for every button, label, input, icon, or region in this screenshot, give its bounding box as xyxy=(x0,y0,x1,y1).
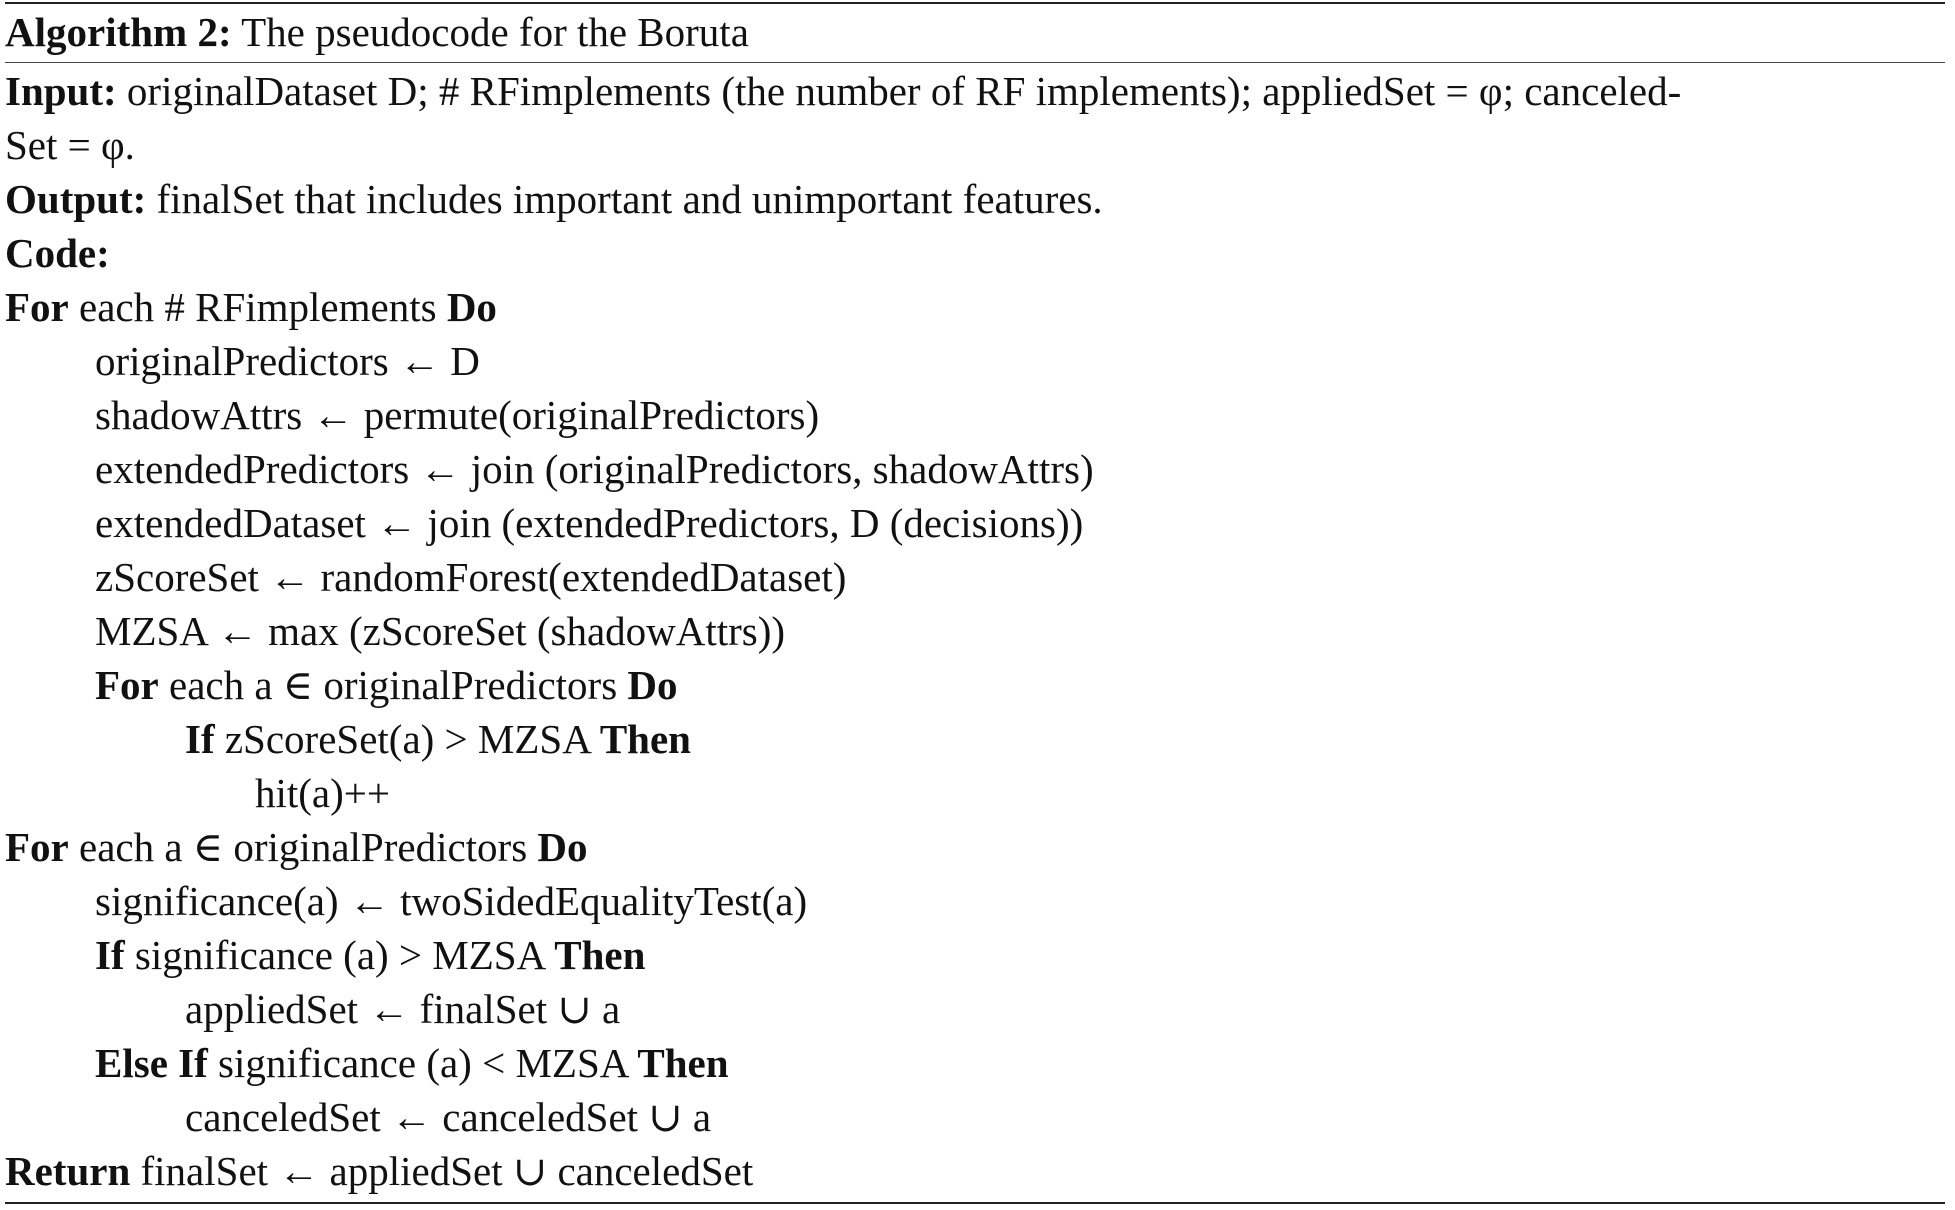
significance-line xyxy=(5,874,1945,928)
input-line-continued xyxy=(5,118,1945,172)
statement-line xyxy=(5,334,1945,388)
keyword-if: If xyxy=(185,716,215,762)
inner-if-text: zScoreSet(a) > MZSA xyxy=(224,716,590,762)
else-if-condition-text: significance (a) < MZSA xyxy=(218,1040,628,1086)
keyword-then: Then xyxy=(599,716,691,762)
caption-label: Algorithm 2: xyxy=(5,9,232,55)
algorithm-body xyxy=(5,64,1945,1198)
applied-text: appliedSet ← finalSet ∪ a xyxy=(185,986,621,1032)
input-label: Input: xyxy=(5,68,117,114)
applied-line xyxy=(5,982,1945,1036)
return-line xyxy=(5,1144,1945,1198)
second-for-text: each a ∈ originalPredictors xyxy=(79,824,528,870)
else-if-line xyxy=(5,1036,1945,1090)
code-label: Code: xyxy=(5,230,110,276)
statement-text: extendedDataset ← join (extendedPredictors, D (decisions)) xyxy=(95,500,1084,546)
statement-line xyxy=(5,550,1945,604)
statement-text: MZSA ← max (zScoreSet (shadowAttrs)) xyxy=(95,608,786,654)
statement-line xyxy=(5,388,1945,442)
statement-text: shadowAttrs ← permute(originalPredictors) xyxy=(95,392,820,438)
keyword-do: Do xyxy=(537,824,588,870)
keyword-do: Do xyxy=(627,662,678,708)
keyword-for: For xyxy=(95,662,159,708)
bottom-rule xyxy=(5,1202,1945,1204)
outer-for-line xyxy=(5,280,1945,334)
hit-line xyxy=(5,766,1945,820)
keyword-then: Then xyxy=(554,932,646,978)
keyword-return: Return xyxy=(5,1148,131,1194)
if-condition-text: significance (a) > MZSA xyxy=(134,932,544,978)
canceled-line xyxy=(5,1090,1945,1144)
algorithm-caption xyxy=(5,6,749,58)
statement-text: originalPredictors ← D xyxy=(95,338,480,384)
keyword-for: For xyxy=(5,824,69,870)
if-line xyxy=(5,928,1945,982)
input-text-1: originalDataset D; # RFimplements (the number of RF implements); appliedSet = φ; canceled- xyxy=(126,68,1682,114)
caption-title: The pseudocode for the Boruta xyxy=(241,9,749,55)
significance-text: significance(a) ← twoSidedEqualityTest(a) xyxy=(95,878,808,924)
statement-line xyxy=(5,496,1945,550)
top-rule xyxy=(5,2,1945,4)
input-line xyxy=(5,64,1945,118)
statement-text: extendedPredictors ← join (originalPredictors, shadowAttrs) xyxy=(95,446,1094,492)
input-text-2: Set = φ. xyxy=(5,122,135,168)
inner-if-line xyxy=(5,712,1945,766)
output-line xyxy=(5,172,1945,226)
keyword-if: If xyxy=(95,932,125,978)
statement-line xyxy=(5,442,1945,496)
code-label-line xyxy=(5,226,1945,280)
statement-text: zScoreSet ← randomForest(extendedDataset) xyxy=(95,554,847,600)
output-label: Output: xyxy=(5,176,147,222)
return-text: finalSet ← appliedSet ∪ canceledSet xyxy=(140,1148,754,1194)
statement-line xyxy=(5,604,1945,658)
keyword-else-if: Else If xyxy=(95,1040,208,1086)
inner-for-line xyxy=(5,658,1945,712)
keyword-for: For xyxy=(5,284,69,330)
hit-text: hit(a)++ xyxy=(255,770,391,816)
inner-for-text: each a ∈ originalPredictors xyxy=(169,662,618,708)
outer-for-text: each # RFimplements xyxy=(79,284,437,330)
canceled-text: canceledSet ← canceledSet ∪ a xyxy=(185,1094,712,1140)
keyword-do: Do xyxy=(446,284,497,330)
caption-rule xyxy=(5,62,1945,63)
keyword-then: Then xyxy=(637,1040,729,1086)
second-for-line xyxy=(5,820,1945,874)
output-text: finalSet that includes important and unimportant features. xyxy=(156,176,1103,222)
